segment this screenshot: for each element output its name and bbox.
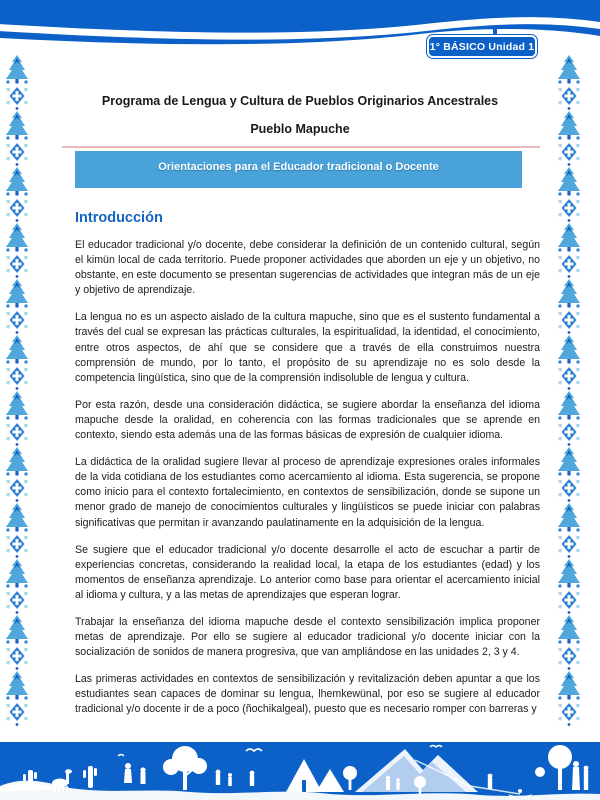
- paragraph-1: El educador tradicional y/o docente, debe considerar la definición de un contenido cultural, según el kimün local de cada territorio. Puede proponer actividades que aborden un eje y un objetivo, no obstante, en este documento se presentan sugerencias de actividades que integran más de un eje y objetivo de aprendizaje.: [75, 239, 540, 297]
- paragraph-5: Se sugiere que el educador tradicional y/o docente desarrolle el acto de escuchar a partir de experiencias concretas, considerando la realidad local, la etapa de los estudiantes (edad) y los momentos de enseñanza aprendizaje. Lo anterior como base para orientar el acercamiento inicial al idioma y cultura, y a las metas de aprendizajes que esperan lograr.: [75, 543, 540, 601]
- orientation-banner-label: Orientaciones para el Educador tradicional o Docente: [158, 160, 439, 173]
- left-ornament-border: [4, 54, 30, 730]
- paragraph-3: Por esta razón, desde una consideración didáctica, se sugiere abordar la enseñanza del idioma mapuche desde la oralidad, en coherencia con las formas tradicionales que se aprende en contexto, siendo esta además una de las formas básicas de expresión de cualquier idioma.: [75, 398, 540, 442]
- unit-badge-label: 1° BÁSICO Unidad 1: [429, 40, 535, 53]
- paragraph-4: La didáctica de la oralidad sugiere llevar al proceso de aprendizaje expresiones orales informales de la vida cotidiana de los estudiantes como acercamiento al idioma. Esta sugerencia, se propone como inicio para el contexto fortalecimiento, en contextos de sensibilización, donde se supone un menor grado de manejo de conocimientos culturales y lingüísticos se puede iniciar con palabras significativas que permitan ir avanzando paulatinamente en la adquisición de la lengua.: [75, 456, 540, 529]
- right-ornament-border: [556, 54, 582, 730]
- document-subtitle: Pueblo Mapuche: [250, 122, 350, 136]
- section-heading: Introducción: [75, 210, 163, 226]
- footer-landscape-illustration: [0, 742, 600, 800]
- body-text: [75, 238, 540, 730]
- paragraph-6: Trabajar la enseñanza del idioma mapuche desde el contexto sensibilización implica proponer metas de aprendizaje. Por ello se sugiere al educador tradicional y/o docente iniciar con la socialización de sonidos de manera progresiva, que van ampliándose en las unidades 2, 3 y 4.: [75, 615, 540, 659]
- paragraph-2: La lengua no es un aspecto aislado de la cultura mapuche, sino que es el sustento fundamental a través del cual se expresan las prácticas culturales, la espiritualidad, la identidad, el conocimiento, entre otros aspectos, de ahí que se considere que a través de ella construimos nuestra comprensión de mundo, por lo tanto, el propósito de su aprendizaje no es solo desde la competencia lingüística, sino que de la comprensión indisoluble de lengua y cultura.: [75, 311, 540, 384]
- document-title: Programa de Lengua y Cultura de Pueblos Originarios Ancestrales: [101, 94, 499, 108]
- paragraph-7: Las primeras actividades en contextos de sensibilización y revitalización deben apuntar a que los estudiantes sean capaces de dominar su lengua, lhemkewünal, por eso se sugiere al educador tradicional y/o docente ir de a poco (ñochikalgeal), puesto que es necesario romper con barreras y: [75, 673, 540, 716]
- orientation-banner: [75, 151, 522, 188]
- unit-badge: [427, 35, 537, 58]
- divider-line: [62, 146, 540, 148]
